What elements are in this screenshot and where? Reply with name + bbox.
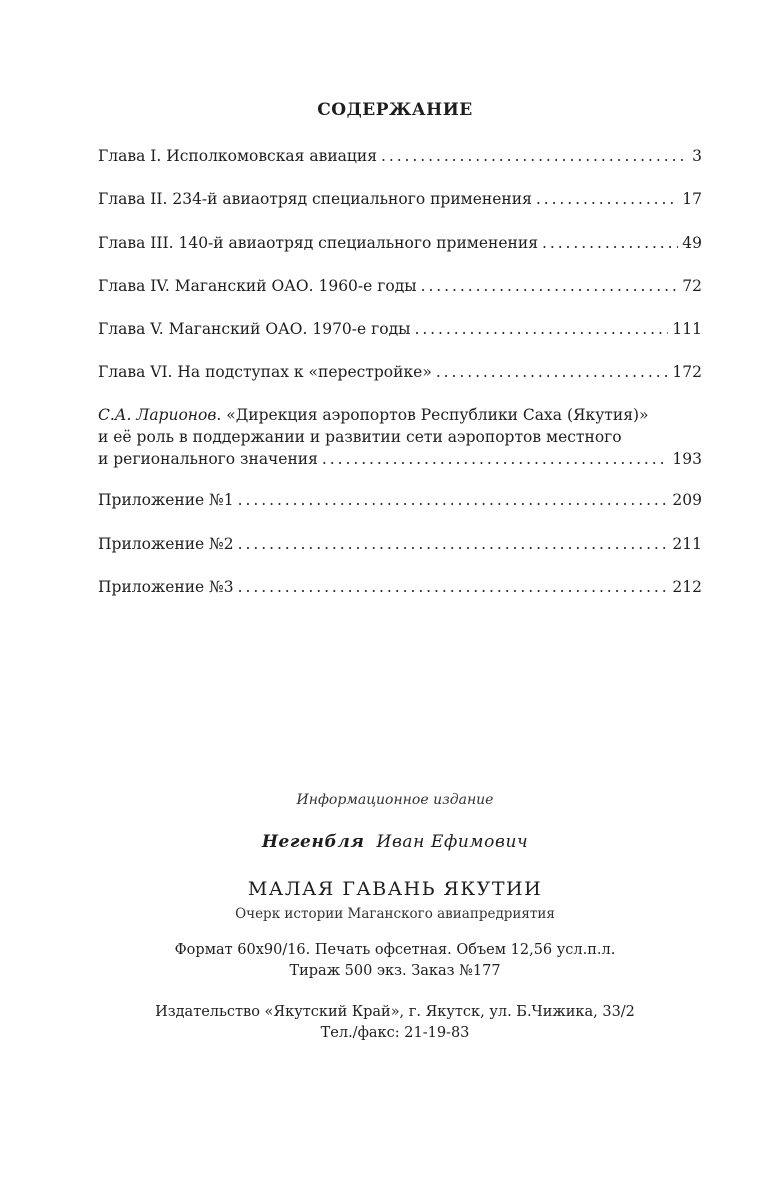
toc-entry-chapter-2: [98, 188, 702, 210]
toc-leader-dots: [322, 448, 668, 470]
toc-title: СОДЕРЖАНИЕ: [317, 100, 473, 120]
toc-entry-text: Глава I. Исполкомовская авиация: [98, 147, 377, 165]
toc-entry-page: 193: [672, 450, 702, 468]
toc-entry-appendix-3: [98, 576, 702, 598]
imprint-format-line-2: Тираж 500 экз. Заказ №177: [289, 963, 501, 979]
toc-leader-dots: [536, 188, 678, 210]
toc-entry-article: [98, 404, 702, 470]
toc-entry-page: 211: [672, 535, 702, 553]
imprint-format-info: [0, 940, 774, 982]
toc-leader-dots: [238, 489, 669, 511]
toc-entry-text: Глава II. 234-й авиаотряд специального применения: [98, 190, 532, 208]
toc-leader-dots: [238, 576, 669, 598]
toc-leader-dots: [381, 145, 688, 167]
imprint-publisher-line-1: Издательство «Якутский Край», г. Якутск, ул. Б.Чижика, 33/2: [155, 1004, 635, 1020]
toc-entry-page: 209: [672, 491, 702, 509]
toc-entry-text: Глава IV. Маганский ОАО. 1960-е годы: [98, 277, 417, 295]
imprint-publisher-info: [0, 1002, 774, 1044]
imprint-book-subtitle: Очерк истории Маганского авиапредриятия: [235, 906, 555, 922]
article-title-line-2: и её роль в поддержании и развитии сети аэропортов местного: [98, 428, 622, 446]
toc-entry-page: 3: [692, 147, 702, 165]
toc-entry-text: Приложение №3: [98, 578, 234, 596]
imprint-author-first-name: Иван Ефимович: [376, 832, 529, 852]
toc-entry-page: 17: [682, 190, 702, 208]
toc-entry-text: Глава III. 140-й авиаотряд специального применения: [98, 234, 538, 252]
imprint-book-title: МАЛАЯ ГАВАНЬ ЯКУТИИ: [247, 878, 543, 900]
toc-leader-dots: [436, 361, 669, 383]
toc-leader-dots: [238, 533, 669, 555]
toc-entry-page: 49: [682, 234, 702, 252]
toc-entry-text: Глава VI. На подступах к «перестройке»: [98, 363, 432, 381]
toc-entry-page: 212: [672, 578, 702, 596]
imprint-author-last-name: Негенбля: [261, 832, 365, 852]
imprint-publication-type: Информационное издание: [296, 792, 494, 808]
toc-article-line-1: [98, 404, 702, 426]
toc-entry-chapter-5: [98, 318, 702, 340]
toc-article-line-2: [98, 426, 702, 448]
article-title-line-3: и регионального значения: [98, 450, 318, 468]
toc-entry-text: Приложение №2: [98, 535, 234, 553]
toc-entry-page: 72: [682, 277, 702, 295]
article-title-line-1: «Дирекция аэропортов Республики Саха (Якутия)»: [226, 406, 649, 424]
toc-entry-text: Глава V. Маганский ОАО. 1970-е годы: [98, 320, 411, 338]
toc-entry-appendix-2: [98, 533, 702, 555]
toc-entry-chapter-4: [98, 275, 702, 297]
imprint-format-line-1: Формат 60x90/16. Печать офсетная. Объем 12,56 усл.п.л.: [174, 942, 616, 958]
toc-leader-dots: [414, 318, 668, 340]
toc-entry-page: 111: [672, 320, 702, 338]
article-author: С.А. Ларионов.: [98, 406, 222, 424]
toc-entry-text: Приложение №1: [98, 491, 234, 509]
toc-leader-dots: [421, 275, 679, 297]
toc-entry-chapter-3: [98, 232, 702, 254]
toc-entry-chapter-1: [98, 145, 702, 167]
toc-entry-chapter-6: [98, 361, 702, 383]
imprint-author: [0, 832, 774, 852]
toc-leader-dots: [542, 232, 678, 254]
imprint-publisher-line-2: Тел./факс: 21-19-83: [320, 1025, 470, 1041]
toc-entry-appendix-1: [98, 489, 702, 511]
toc-entry-page: 172: [672, 363, 702, 381]
toc-article-line-3: [98, 448, 702, 470]
